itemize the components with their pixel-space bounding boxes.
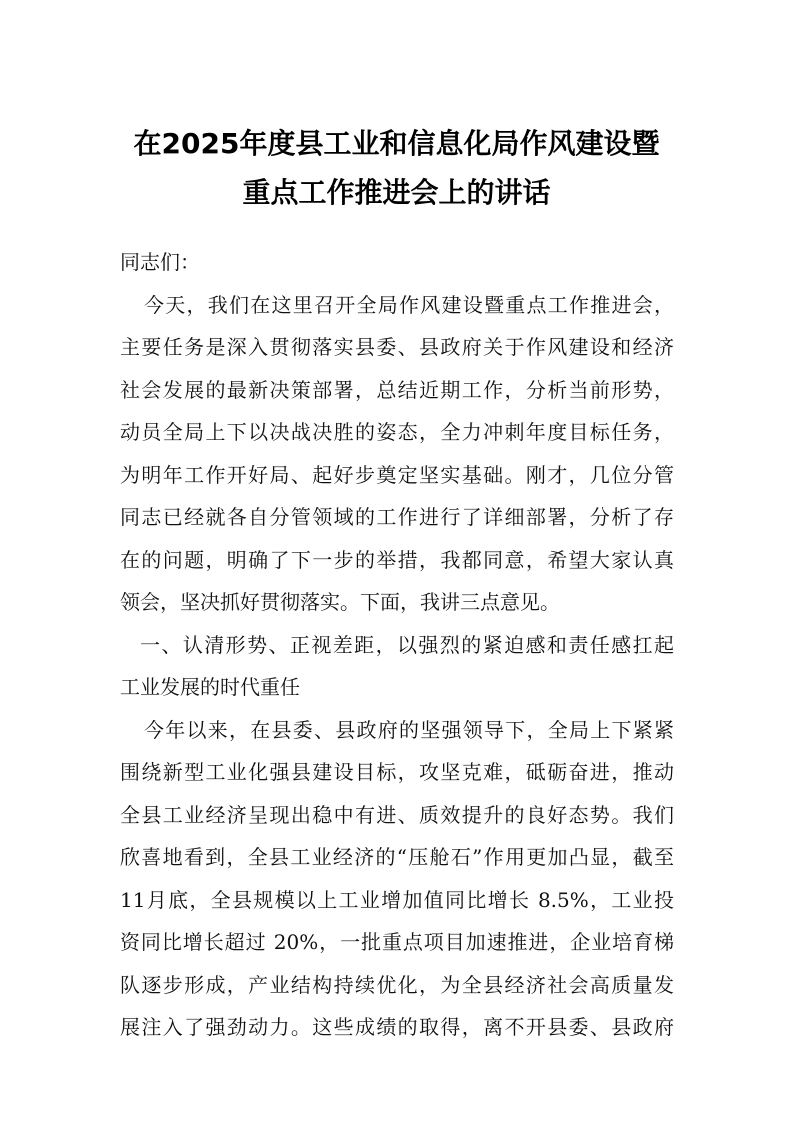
paragraph-2-line-8: 展注入了强劲动力。这些成绩的取得，离不开县委、县政府 — [120, 1015, 674, 1039]
paragraph-2-line-7: 队逐步形成，产业结构持续优化，为全县经济社会高质量发 — [120, 973, 674, 997]
section-heading-1-line-1: 一、认清形势、正视差距，以强烈的紧迫感和责任感扛起 — [140, 633, 674, 657]
paragraph-2-line-3: 全县工业经济呈现出稳中有进、质效提升的良好态势。我们 — [120, 803, 674, 827]
paragraph-2-line-5: 11月底，全县规模以上工业增加值同比增长 8.5%，工业投 — [120, 888, 674, 912]
paragraph-1-line-2: 主要任务是深入贯彻落实县委、县政府关于作风建设和经济 — [120, 335, 674, 359]
document-title-line-2: 重点工作推进会上的讲话 — [242, 176, 551, 209]
paragraph-2-line-4: 欣喜地看到，全县工业经济的“压舱石”作用更加凸显，截至 — [120, 845, 674, 869]
document-title-line-1: 在2025年度县工业和信息化局作风建设暨 — [133, 127, 660, 160]
salutation: 同志们： — [120, 250, 200, 274]
paragraph-1-line-4: 动员全局上下以决战决胜的姿态，全力冲刺年度目标任务， — [120, 420, 674, 444]
paragraph-2-line-2: 围绕新型工业化强县建设目标，攻坚克难，砥砺奋进，推动 — [120, 760, 674, 784]
paragraph-1-line-6: 同志已经就各自分管领域的工作进行了详细部署，分析了存 — [120, 505, 674, 529]
paragraph-2-line-1: 今年以来，在县委、县政府的坚强领导下，全局上下紧紧 — [144, 718, 674, 742]
paragraph-1-line-5: 为明年工作开好局、起好步奠定坚实基础。刚才，几位分管 — [120, 463, 674, 487]
paragraph-1-line-7: 在的问题，明确了下一步的举措，我都同意，希望大家认真 — [120, 548, 674, 572]
section-heading-1-line-2: 工业发展的时代重任 — [120, 675, 300, 699]
paragraph-1-line-8: 领会，坚决抓好贯彻落实。下面，我讲三点意见。 — [120, 590, 560, 614]
paragraph-1-line-3: 社会发展的最新决策部署，总结近期工作，分析当前形势， — [120, 378, 674, 402]
paragraph-2-line-6: 资同比增长超过 20%，一批重点项目加速推进，企业培育梯 — [120, 930, 674, 954]
paragraph-1-line-1: 今天，我们在这里召开全局作风建设暨重点工作推进会， — [144, 293, 674, 317]
